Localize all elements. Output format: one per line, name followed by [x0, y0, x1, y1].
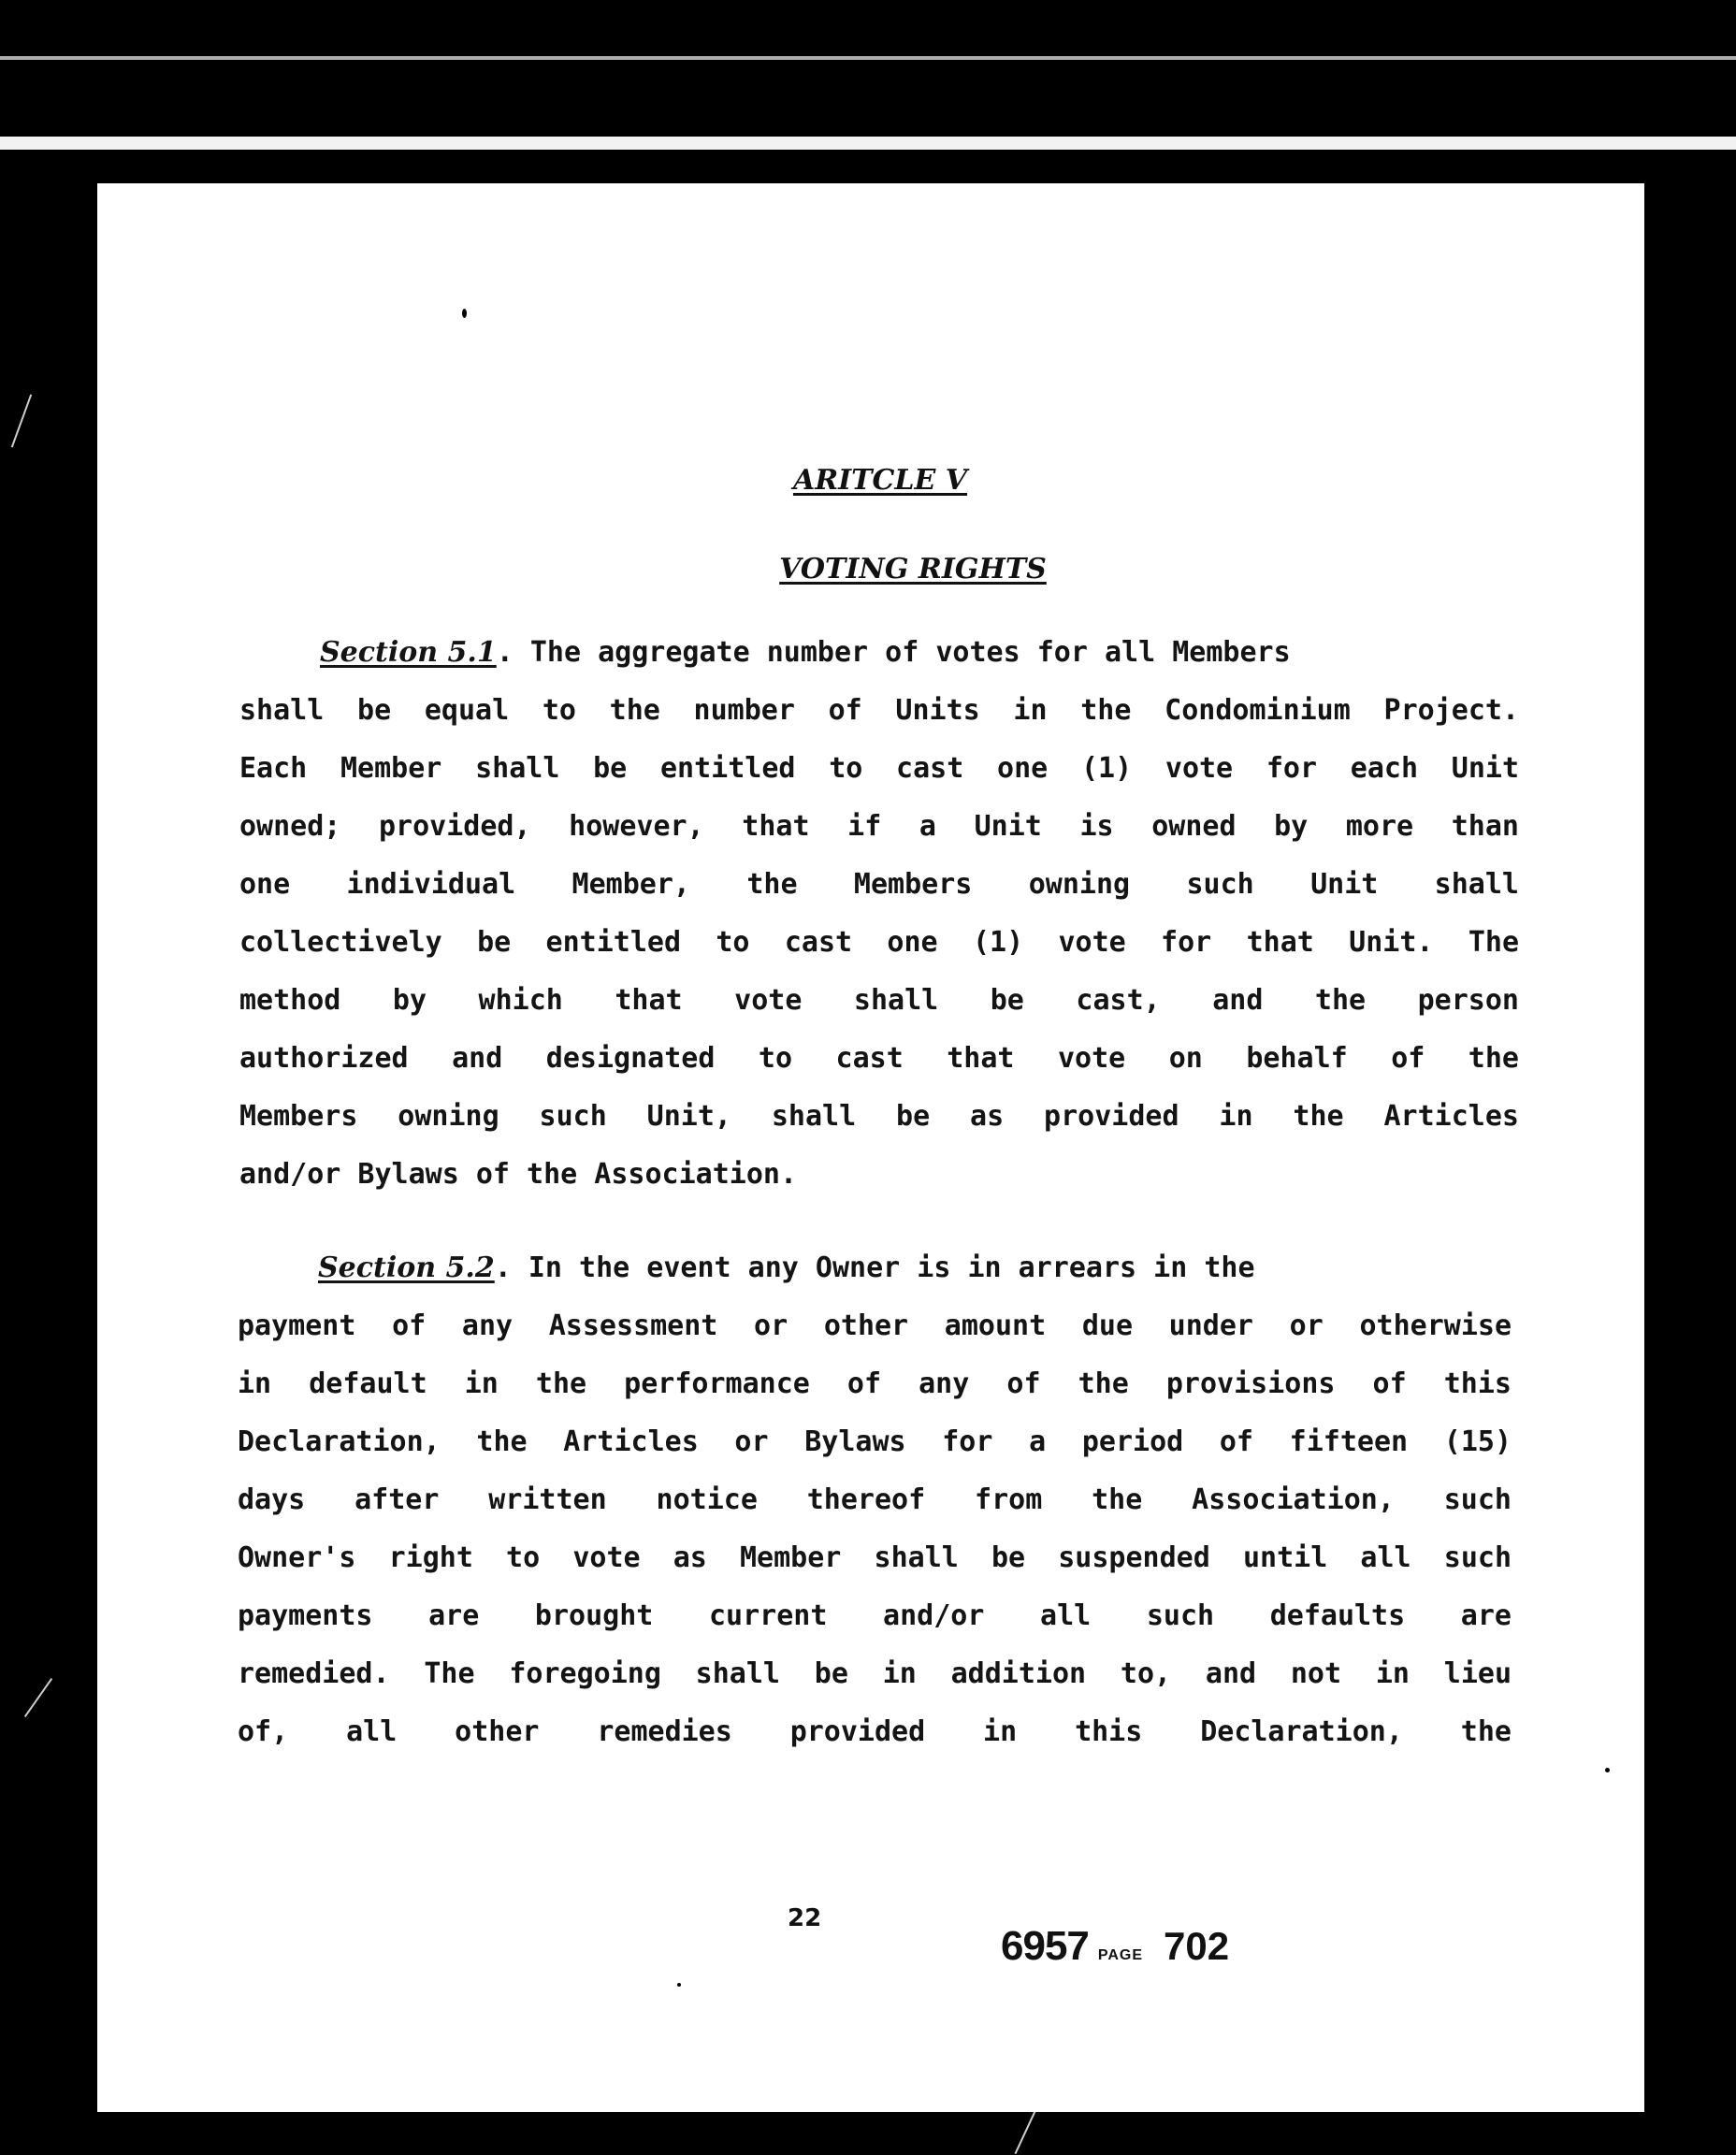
scan-artifact	[1015, 2111, 1036, 2154]
line-text: . In the event any Owner is in arrears in the	[494, 1251, 1255, 1284]
stamp-page-number: 702	[1164, 1924, 1230, 1968]
paragraph-line: Members owning such Unit, shall be as provided in the Articles	[239, 1100, 1519, 1133]
paragraph-line: collectively be entitled to cast one (1) vote for that Unit. The	[239, 926, 1519, 959]
paragraph-line: owned; provided, however, that if a Unit is owned by more than	[239, 810, 1519, 843]
ink-speck	[462, 309, 467, 318]
paragraph-line: authorized and designated to cast that vote on behalf of the	[239, 1042, 1519, 1075]
section-label: Section 5.2	[318, 1251, 495, 1284]
stamp-book-number: 6957	[1001, 1923, 1089, 1969]
paragraph-line: Declaration, the Articles or Bylaws for a period of fifteen (15)	[238, 1425, 1512, 1458]
paragraph-line: one individual Member, the Members owning such Unit shall	[239, 868, 1519, 901]
stamp-page-label: PAGE	[1097, 1947, 1144, 1963]
paragraph-line: shall be equal to the number of Units in the Condominium Project.	[239, 694, 1519, 727]
ink-speck	[1605, 1768, 1610, 1772]
paragraph-line: remedied. The foregoing shall be in addition to, and not in lieu	[238, 1657, 1512, 1690]
paragraph-line: method by which that vote shall be cast, and the person	[239, 984, 1519, 1017]
paragraph-line: Each Member shall be entitled to cast one (1) vote for each Unit	[239, 752, 1519, 785]
paragraph-line: of, all other remedies provided in this Declaration, the	[238, 1715, 1512, 1748]
page-number: 22	[788, 1904, 822, 1932]
ink-speck	[677, 1983, 681, 1987]
paragraph-line: in default in the performance of any of the provisions of this	[238, 1367, 1512, 1400]
line-text: . The aggregate number of votes for all Members	[496, 636, 1291, 669]
article-heading: ARITCLE V	[792, 464, 968, 497]
document-page	[97, 183, 1644, 2112]
paragraph-line	[318, 1250, 1512, 1287]
recording-stamp	[1001, 1923, 1229, 1970]
section-heading: VOTING RIGHTS	[779, 553, 1047, 586]
scan-artifact	[11, 394, 32, 447]
paragraph-line: payments are brought current and/or all such defaults are	[238, 1599, 1512, 1632]
paragraph-line: Owner's right to vote as Member shall be suspended until all such	[238, 1541, 1512, 1574]
scan-edge-line	[0, 56, 1736, 60]
paragraph-line: days after written notice thereof from the Association, such	[238, 1483, 1512, 1516]
paragraph-line: and/or Bylaws of the Association.	[239, 1158, 798, 1191]
scan-edge-band	[0, 137, 1736, 150]
scan-artifact	[24, 1678, 52, 1717]
paragraph-line: payment of any Assessment or other amount due under or otherwise	[238, 1309, 1512, 1342]
section-label: Section 5.1	[320, 636, 497, 669]
paragraph-line	[320, 634, 1521, 672]
